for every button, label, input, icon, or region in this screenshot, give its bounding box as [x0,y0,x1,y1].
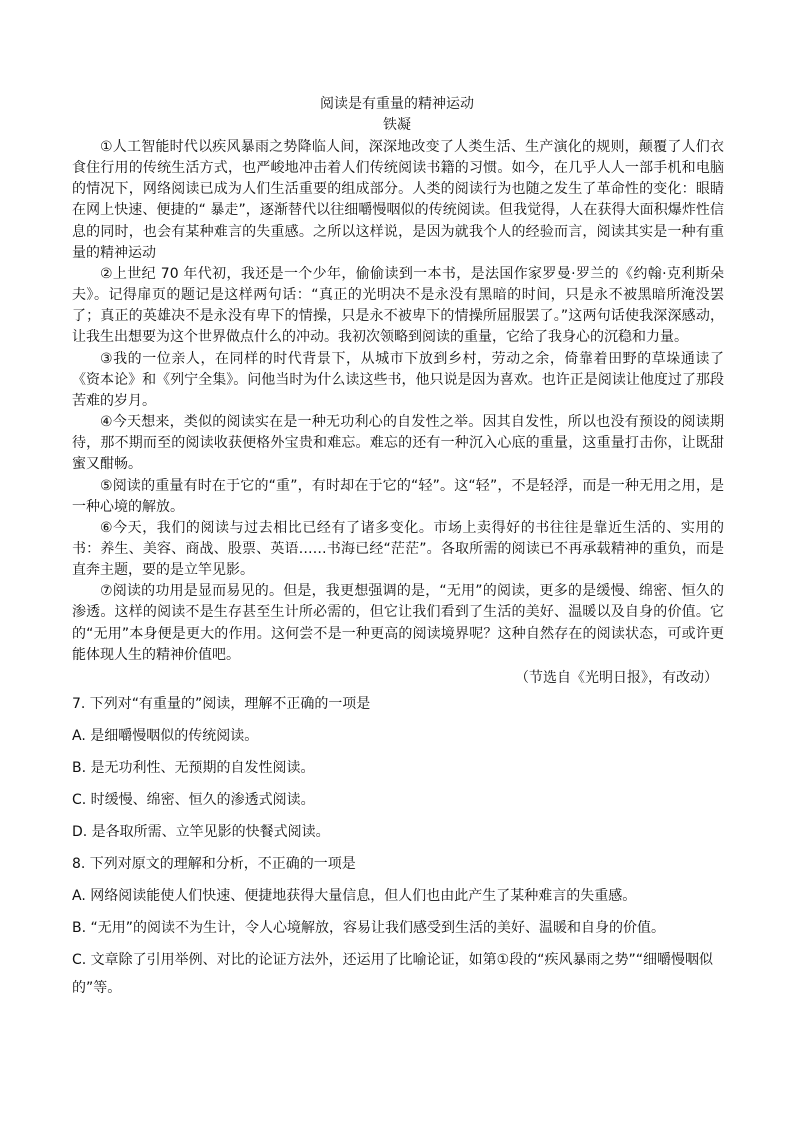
article-source: （节选自《光明日报》，有改动） [515,670,718,686]
question-7-stem: 7. 下列对“有重量的”阅读，理解不正确的一项是 [72,696,371,712]
paragraph-6: ⑥今天，我们的阅读与过去相比已经有了诸多变化。市场上卖得好的书往往是靠近生活的、实用的书：养生、美容、商战、股票、英语……书海已经“茫茫”。各取所需的阅读已不再承载精神的重负，而是直奔主题，要的是立竿见影。 [72,519,724,579]
article-author: 铁凝 [383,117,411,133]
question-7-option-c: C. 时缓慢、绵密、恒久的渗透式阅读。 [72,792,315,808]
paragraph-3: ③我的一位亲人，在同样的时代背景下，从城市下放到乡村，劳动之余，倚靠着田野的草垛通读了《资本论》和《列宁全集》。问他当时为什么读这些书，他只说是因为喜欢。也许正是阅读让他度过了那段苦难的岁月。 [72,350,724,409]
paragraph-2: ②上世纪 70 年代初，我还是一个少年，偷偷读到一本书，是法国作家罗曼·罗兰的《约翰·克利斯朵夫》。记得扉页的题记是这样两句话：“真正的光明决不是永没有黑暗的时间，只是永不被黑暗所淹没罢了；真正的英雄决不是永没有卑下的情操，只是永不被卑下的情操所屈服罢了。”这两句话使我深深感动，让我生出想要为这个世界做点什么的冲动。我初次领略到阅读的重量，它给了我身心的沉稳和力量。 [72,265,724,346]
question-7-option-a: A. 是细嚼慢咽似的传统阅读。 [72,728,259,744]
question-8-option-a: A. 网络阅读能使人们快速、便捷地获得大量信息，但人们也由此产生了某种难言的失重感。 [72,888,637,904]
article-title: 阅读是有重量的精神运动 [320,96,474,112]
paragraph-1: ①人工智能时代以疾风暴雨之势降临人间，深深地改变了人类生活、生产演化的规则，颠覆了人们衣食住行用的传统生活方式，也严峻地冲击着人们传统阅读书籍的习惯。如今，在几乎人人一部手机和电脑的情况下，网络阅读已成为人们生活重要的组成部分。人类的阅读行为也随之发生了革命性的变化：眼睛在网上快速、便捷的“ 暴走”，逐渐替代以往细嚼慢咽似的传统阅读。但我觉得，人在获得大面积爆炸性信息的同时，也会有某种难言的失重感。之所以这样说，是因为就我个人的经验而言，阅读其实是一种有重量的精神运动 [72,139,724,261]
question-8-stem: 8. 下列对原文的理解和分析，不正确的一项是 [72,856,356,872]
question-7-option-b: B. 是无功利性、无预期的自发性阅读。 [72,760,315,776]
paragraph-4: ④今天想来，类似的阅读实在是一种无功利心的自发性之举。因其自发性，所以也没有预设的阅读期待，那不期而至的阅读收获便格外宝贵和难忘。难忘的还有一种沉入心底的重量，这重量打击你，让既甜蜜又酣畅。 [72,414,724,473]
question-7-option-d: D. 是各取所需、立竿见影的快餐式阅读。 [72,824,330,840]
paragraph-7: ⑦阅读的功用是显而易见的。但是，我更想强调的是，“无用”的阅读，更多的是缓慢、绵密、恒久的渗透。这样的阅读不是生存甚至生计所必需的，但它让我们看到了生活的美好、温暖以及自身的价值。它的“无用”本身便是更大的作用。这何尝不是一种更高的阅读境界呢？这种自然存在的阅读状态，可或许更能体现人生的精神价值吧。 [72,583,724,663]
article-body [72,137,724,666]
questions-section [72,692,724,1002]
question-8-option-c: C. 文章除了引用举例、对比的论证方法外，还运用了比喻论证，如第①段的“疾风暴雨之势”“细嚼慢咽似的”等。 [72,952,713,996]
paragraph-5: ⑤阅读的重量有时在于它的“重”，有时却在于它的“轻”。这“轻”，不是轻浮，而是一种无用之用，是一种心境的解放。 [72,477,724,515]
question-8-option-b: B. “无用”的阅读不为生计，令人心境解放，容易让我们感受到生活的美好、温暖和自身的价值。 [72,920,666,936]
